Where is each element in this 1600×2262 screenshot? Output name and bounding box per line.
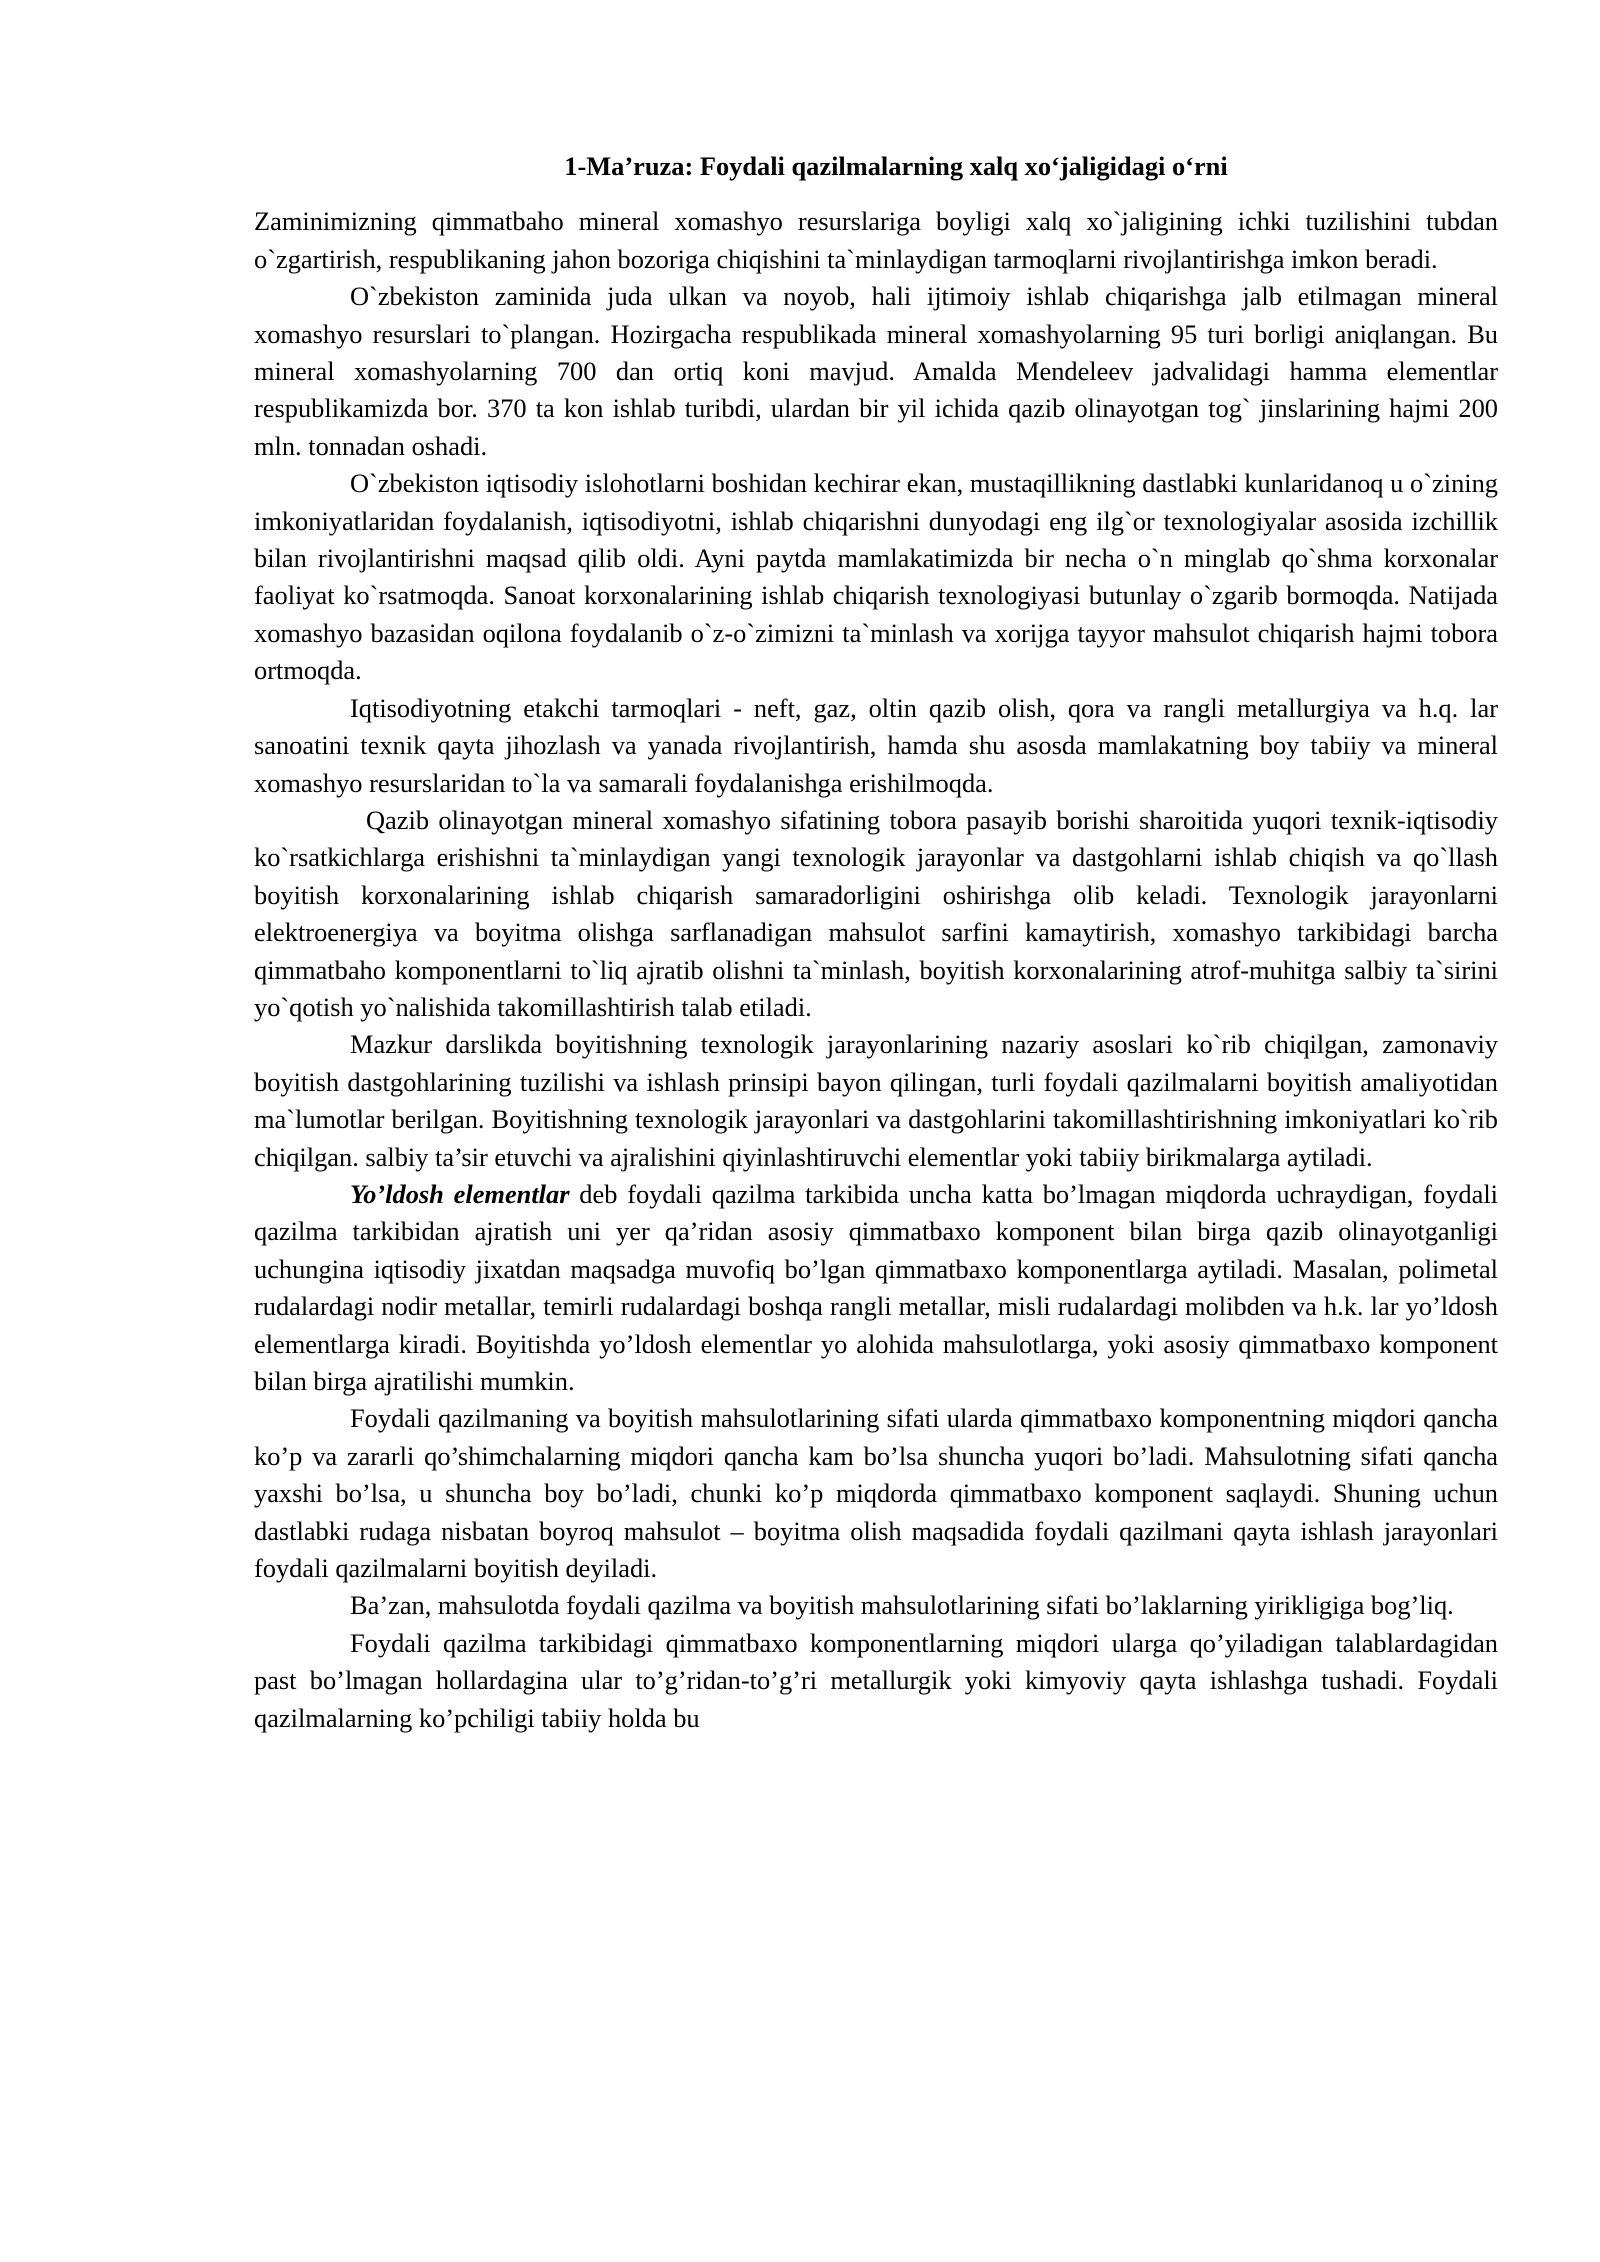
paragraph-raw-material-quality [254, 802, 1498, 1026]
paragraph-leading-industries [254, 690, 1498, 802]
paragraph-text: Zaminimizning qimmatbaho mineral xomashyo resurslariga boyligi xalq xo`jaligining ichki tuzilishini tubdan o`zgartirish, respublikaning jahon bozoriga chiqishini ta`minlaydigan tarmoqlarni rivojlantirishga imkon beradi. [254, 206, 1498, 274]
paragraph-product-quality [254, 1400, 1498, 1587]
paragraph-text: Mazkur darslikda boyitishning texnologik jarayonlarining nazariy asoslari ko`rib chiqilgan, zamonaviy boyitish dastgohlarining tuzilishi va ishlash prinsipi bayon qilingan, turli foydali qazilmalarni boyitish amaliyotidan ma`lumotlar berilgan. Boyitishning texnologik jarayonlari va dastgohlarini takomillashtirishning imkoniyatlari ko`rib chiqilgan. salbiy ta’sir etuvchi va ajralishini qiyinlashtiruvchi elementlar yoki tabiiy birikmalarga aytiladi. [254, 1029, 1498, 1172]
paragraph-text: O`zbekiston iqtisodiy islohotlarni boshidan kechirar ekan, mustaqillikning dastlabki kunlaridanoq u o`zining imkoniyatlaridan foydalanish, iqtisodiyotni, ishlab chiqarishni dunyodagi eng ilg`or texnologiyalar asosida izchillik bilan rivojlantirishni maqsad qilib oldi. Ayni paytda mamlakatimizda bir necha o`n minglab qo`shma korxonalar faoliyat ko`rsatmoqda. Sanoat korxonalarining ishlab chiqarish texnologiyasi butunlay o`zgarib bormoqda. Natijada xomashyo bazasidan oqilona foydalanib o`z-o`zimizni ta`minlash va xorijga tayyor mahsulot chiqarish hajmi tobora ortmoqda. [254, 468, 1498, 686]
paragraph-companion-elements [254, 1176, 1498, 1400]
paragraph-valuable-components [254, 1625, 1498, 1737]
paragraph-text: O`zbekiston zaminida juda ulkan va noyob, hali ijtimoiy ishlab chiqarishga jalb etilmagan mineral xomashyo resurslari to`plangan. Hozirgacha respublikada mineral xomashyolarning 95 turi borligi aniqlangan. Bu mineral xomashyolarning 700 dan ortiq koni mavjud. Amalda Mendeleev jadvalidagi hamma elementlar respublikamizda bor. 370 ta kon ishlab turibdi, ulardan bir yil ichida qazib olinayotgan tog` jinslarining hajmi 200 mln. tonnadan oshadi. [254, 281, 1498, 461]
paragraph-text: Foydali qazilma tarkibidagi qimmatbaxo komponentlarning miqdori ularga qo’yiladigan talablardagidan past bo’lmagan hollardagina ular to’g’ridan-to’g’ri metallurgik yoki kimyoviy qayta ishlashga tushadi. Foydali qazilmalarning ko’pchiligi tabiiy holda bu [254, 1627, 1498, 1733]
defined-term: Yo’ldosh elementlar [350, 1178, 570, 1209]
paragraph-text: Iqtisodiyotning etakchi tarmoqlari - neft, gaz, oltin qazib olish, qora va rangli metallurgiya va h.q. lar sanoatini texnik qayta jihozlash va yanada rivojlantirish, hamda shu asosda mamlakatning boy tabiiy va mineral xomashyo resurslaridan to`la va samarali foydalanishga erishilmoqda. [254, 692, 1498, 798]
paragraph-particle-size [254, 1587, 1498, 1624]
paragraph-text: Qazib olinayotgan mineral xomashyo sifatining tobora pasayib borishi sharoitida yuqori texnik-iqtisodiy ko`rsatkichlarga erishishni ta`minlaydigan yangi texnologik jarayonlar va dastgohlarni ishlab chiqish va qo`llash boyitish korxonalarining ishlab chiqarish samaradorligini oshirishga olib keladi. Texnologik jarayonlarni elektroenergiya va boyitma olishga sarflanadigan mahsulot sarfini kamaytirish, xomashyo tarkibidagi barcha qimmatbaho komponentlarni to`liq ajratib olishni ta`minlash, boyitish korxonalarining atrof-muhitga salbiy ta`sirini yo`qotish yo`nalishida takomillashtirish talab etiladi. [254, 804, 1498, 1022]
paragraph-text: deb foydali qazilma tarkibida uncha katta bo’lmagan miqdorda uchraydigan, foydali qazilma tarkibidan ajratish uni yer qa’ridan asosiy qimmatbaxo komponent bilan birga qazib olinayotganligi uchungina iqtisodiy jixatdan maqsadga muvofiq bo’lgan qimmatbaxo komponentlarga aytiladi. Masalan, polimetal rudalardagi nodir metallar, temirli rudalardagi boshqa rangli metallar, misli rudalardagi molibden va h.k. lar yo’ldosh elementlarga kiradi. Boyitishda yo’ldosh elementlar yo alohida mahsulotlarga, yoki asosiy qimmatbaxo komponent bilan birga ajratilishi mumkin. [254, 1178, 1498, 1396]
paragraph-textbook-scope [254, 1026, 1498, 1176]
lecture-title: 1-Ma’ruza: Foydali qazilmalarning xalq xo‘jaligidagi o‘rni [564, 151, 1228, 181]
paragraph-economic-reforms [254, 465, 1498, 689]
paragraph-text: Ba’zan, mahsulotda foydali qazilma va boyitish mahsulotlarining sifati bo’laklarning yirikligiga bog’liq. [350, 1590, 1454, 1621]
document-body [254, 148, 1498, 1737]
paragraph-mineral-resources [254, 278, 1498, 465]
paragraph-intro [254, 203, 1498, 278]
paragraph-text: Foydali qazilmaning va boyitish mahsulotlarining sifati ularda qimmatbaxo komponentning miqdori qancha ko’p va zararli qo’shimchalarning miqdori qancha kam bo’lsa shuncha yuqori bo’ladi. Mahsulotning sifati qancha yaxshi bo’lsa, u shuncha boy bo’ladi, chunki ko’p miqdorda qimmatbaxo komponent saqlaydi. Shuning uchun dastlabki rudaga nisbatan boyroq mahsulot – boyitma olish maqsadida foydali qazilmani qayta ishlash jarayonlari foydali qazilmalarni boyitish deyiladi. [254, 1403, 1498, 1584]
